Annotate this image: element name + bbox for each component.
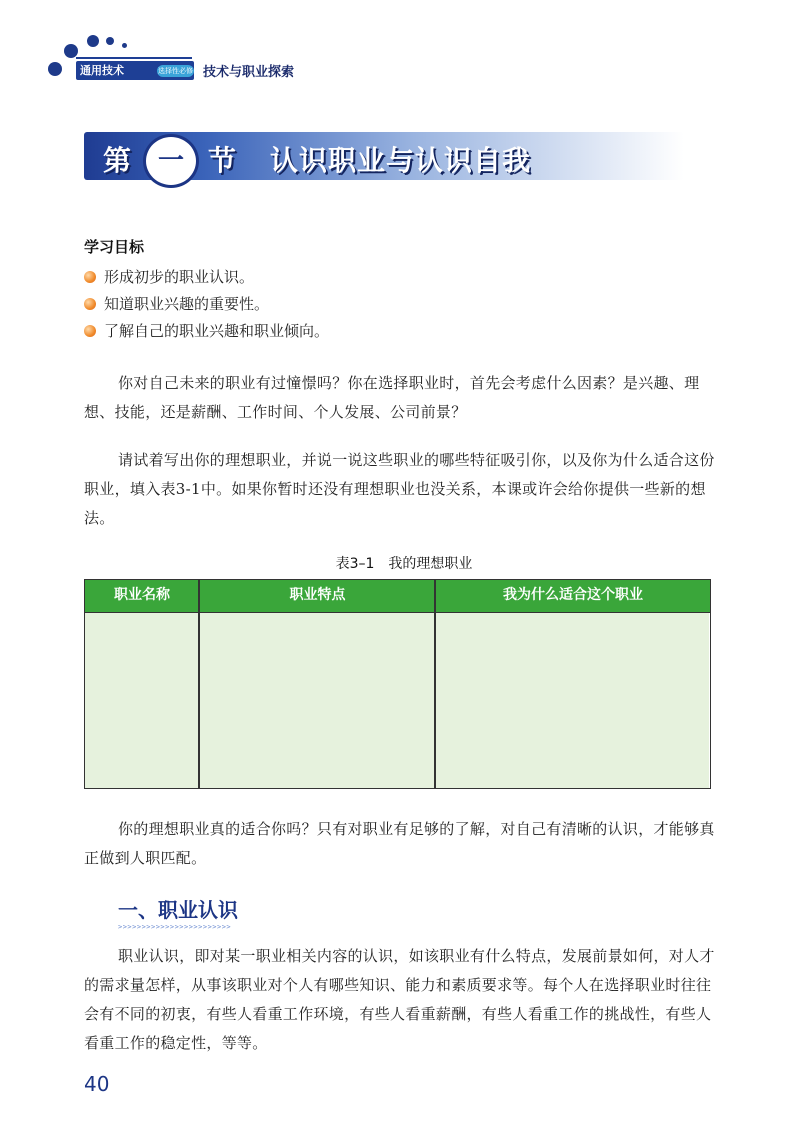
bullet-icon <box>84 325 96 337</box>
table-cell-name[interactable] <box>85 613 198 788</box>
table-cell-reason[interactable] <box>436 613 709 788</box>
header-dot <box>87 35 99 47</box>
bullet-icon <box>84 298 96 310</box>
paragraph-match: 你的理想职业真的适合你吗？只有对职业有足够的了解，对自己有清晰的认识，才能够真正做到人职匹配。 <box>84 820 715 867</box>
goal-text: 形成初步的职业认识。 <box>104 268 255 286</box>
table-divider <box>434 580 436 788</box>
header-badge: 选择性必修8 <box>158 67 193 87</box>
section-number: 一 <box>157 145 184 176</box>
paragraph-instruction: 请试着写出你的理想职业，并说一说这些职业的哪些特征吸引你，以及你为什么适合这份职业，填入表3-1中。如果你暂时还没有理想职业也没关系，本课或许会给你提供一些新的想法。 <box>84 451 715 527</box>
section-di: 第 <box>103 144 132 177</box>
header-series: 通用技术 <box>80 64 124 77</box>
header-dot <box>106 37 114 45</box>
table-divider <box>198 580 200 788</box>
paragraph-intro: 你对自己未来的职业有过憧憬吗？你在选择职业时，首先会考虑什么因素？是兴趣、理想、技能，还是薪酬、工作时间、个人发展、公司前景？ <box>84 374 700 421</box>
goal-text: 知道职业兴趣的重要性。 <box>104 295 270 313</box>
paragraph-career-knowledge: 职业认识，即对某一职业相关内容的认识，如该职业有什么特点，发展前景如何，对人才的需求量怎样，从事该职业对个人有哪些知识、能力和素质要求等。每个人在选择职业时往往会有不同的初衷，有些人看重工作环境，有些人看重薪酬，有些人看重工作的挑战性，有些人看重工作的稳定性，等等。 <box>84 947 715 1052</box>
table-header-cell: 我为什么适合这个职业 <box>503 587 643 603</box>
table-cell-features[interactable] <box>200 613 434 788</box>
bullet-icon <box>84 271 96 283</box>
table-caption: 表3–1 我的理想职业 <box>335 556 473 572</box>
goal-item <box>84 293 269 314</box>
header-rule <box>76 57 192 59</box>
section-jie: 节 <box>208 144 237 177</box>
section-title: 认识职业与认识自我 <box>270 144 532 177</box>
goal-text: 了解自己的职业兴趣和职业倾向。 <box>104 322 330 340</box>
ideal-career-table <box>84 579 711 789</box>
header-book-title: 技术与职业探索 <box>203 65 295 80</box>
goal-item <box>84 320 329 341</box>
subheading-decoration: >>>>>>>>>>>>>>>>>>>>>>>> <box>118 923 232 931</box>
header-dot-small <box>122 43 127 48</box>
goals-heading: 学习目标 <box>84 238 145 256</box>
header-dot-large <box>48 62 62 76</box>
table-header-row <box>85 580 710 613</box>
subheading: 一、职业认识 <box>118 898 238 922</box>
table-header-cell: 职业名称 <box>114 587 170 603</box>
section-number-circle <box>143 134 199 188</box>
page-number: 40 <box>84 1072 110 1096</box>
table-header-cell: 职业特点 <box>289 587 346 603</box>
goal-item <box>84 266 254 287</box>
header-dot <box>64 44 78 58</box>
